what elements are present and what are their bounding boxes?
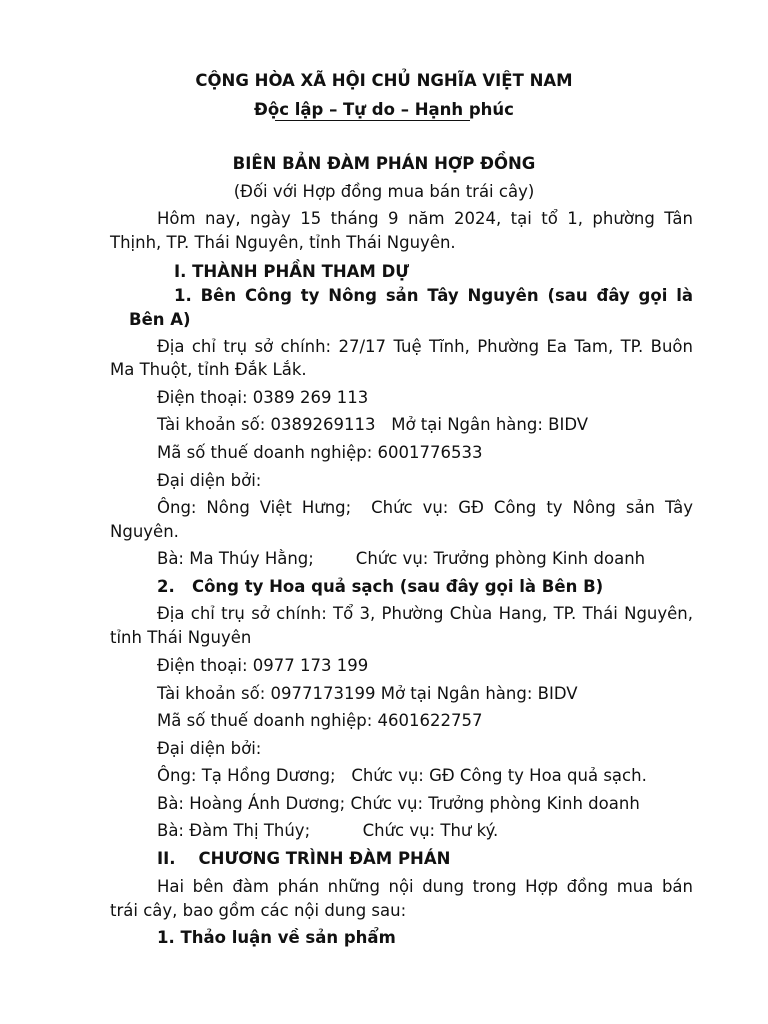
party-b-address-line-1: Địa chỉ trụ sở chính: Tổ 3, Phường Chùa Hang, TP. Thái Nguyên,: [157, 604, 693, 623]
party-b-account: Tài khoản số: 0977173199 Mở tại Ngân hàng: BIDV: [157, 684, 578, 703]
motto-underline: [275, 120, 470, 121]
party-b-heading: 2. Công ty Hoa quả sạch (sau đây gọi là Bên B): [157, 577, 604, 596]
document-title: BIÊN BẢN ĐÀM PHÁN HỢP ĐỒNG: [232, 154, 536, 173]
party-a-phone: Điện thoại: 0389 269 113: [157, 388, 369, 407]
party-a-address-line-2: Ma Thuột, tỉnh Đắk Lắk.: [110, 360, 307, 379]
party-b-rep-3: Bà: Đàm Thị Thúy; Chức vụ: Thư ký.: [157, 821, 499, 840]
party-a-rep-label: Đại diện bởi:: [157, 471, 262, 490]
party-b-rep-2: Bà: Hoàng Ánh Dương; Chức vụ: Trưởng phòng Kinh doanh: [157, 794, 640, 813]
party-b-tax-code: Mã số thuế doanh nghiệp: 4601622757: [157, 711, 483, 730]
party-b-phone: Điện thoại: 0977 173 199: [157, 656, 369, 675]
party-a-address-line-1: Địa chỉ trụ sở chính: 27/17 Tuệ Tĩnh, Phường Ea Tam, TP. Buôn: [157, 337, 693, 356]
section-1-heading: I. THÀNH PHẦN THAM DỰ: [174, 262, 410, 281]
section-2-item-1: 1. Thảo luận về sản phẩm: [157, 928, 396, 947]
document-subtitle: (Đối với Hợp đồng mua bán trái cây): [233, 182, 535, 201]
section-2-heading: II. CHƯƠNG TRÌNH ĐÀM PHÁN: [157, 849, 451, 868]
intro-line-2: Thịnh, TP. Thái Nguyên, tỉnh Thái Nguyên.: [110, 233, 456, 252]
section-2-body-line-1: Hai bên đàm phán những nội dung trong Hợp đồng mua bán: [157, 877, 693, 896]
party-b-rep-1: Ông: Tạ Hồng Dương; Chức vụ: GĐ Công ty Hoa quả sạch.: [157, 766, 647, 785]
party-a-rep-2: Bà: Ma Thúy Hằng; Chức vụ: Trưởng phòng Kinh doanh: [157, 549, 646, 568]
party-a-tax-code: Mã số thuế doanh nghiệp: 6001776533: [157, 443, 483, 462]
country-header: CỘNG HÒA XÃ HỘI CHỦ NGHĨA VIỆT NAM: [195, 71, 573, 90]
party-a-account: Tài khoản số: 0389269113 Mở tại Ngân hàng: BIDV: [157, 415, 589, 434]
party-b-address-line-2: tỉnh Thái Nguyên: [110, 628, 252, 647]
party-a-heading-line-1: 1. Bên Công ty Nông sản Tây Nguyên (sau đây gọi là: [174, 286, 693, 305]
party-b-rep-label: Đại diện bởi:: [157, 739, 262, 758]
party-a-heading-line-2: Bên A): [129, 310, 191, 329]
intro-line-1: Hôm nay, ngày 15 tháng 9 năm 2024, tại tổ 1, phường Tân: [157, 209, 693, 228]
section-2-body-line-2: trái cây, bao gồm các nội dung sau:: [110, 901, 407, 920]
motto: Độc lập – Tự do – Hạnh phúc: [254, 100, 514, 119]
party-a-rep-1-line-1: Ông: Nông Việt Hưng; Chức vụ: GĐ Công ty Nông sản Tây: [157, 498, 693, 517]
party-a-rep-1-line-2: Nguyên.: [110, 522, 179, 541]
